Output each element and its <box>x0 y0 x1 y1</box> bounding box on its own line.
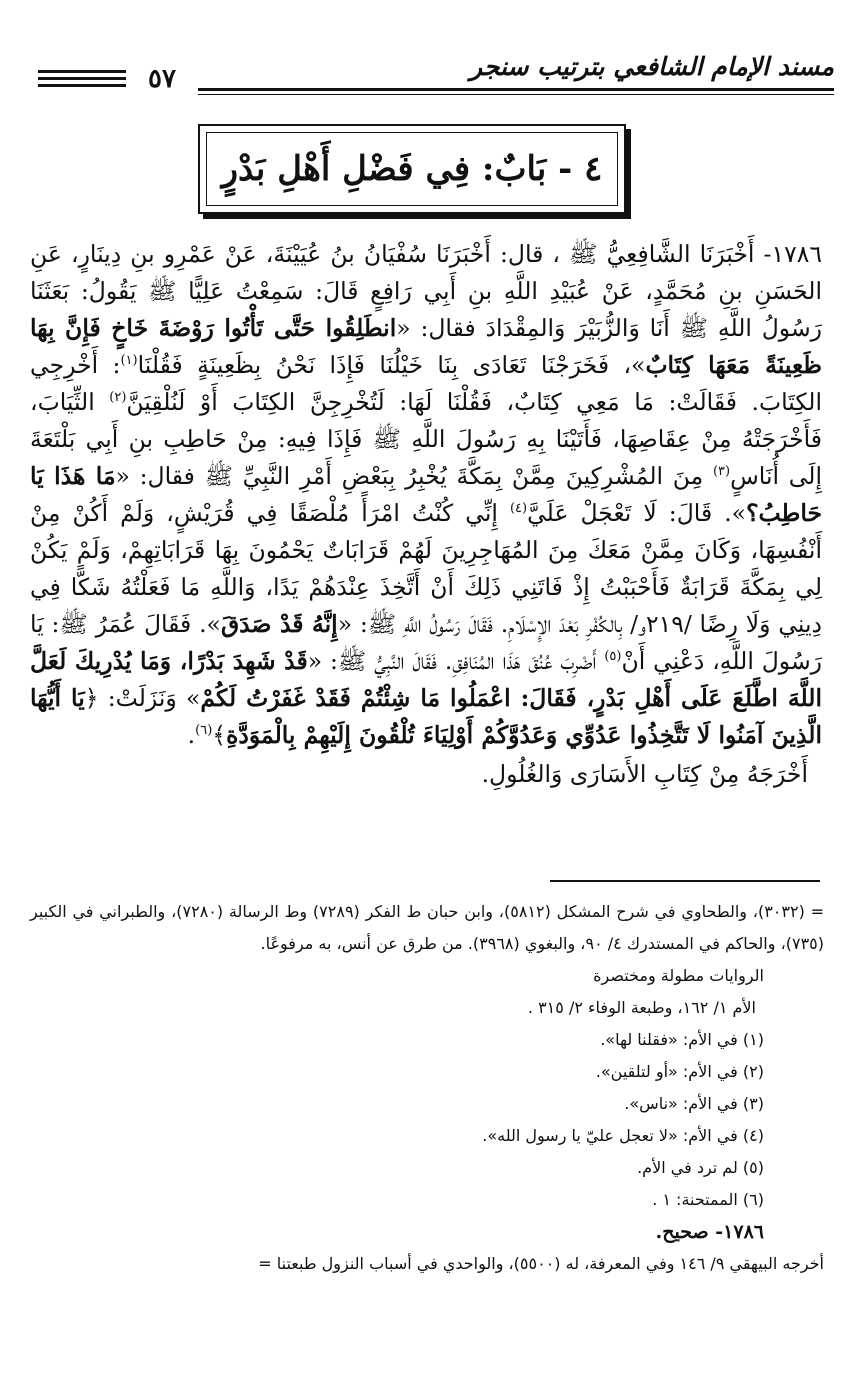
bar <box>38 77 126 80</box>
footnote-item: (٣) في الأم: «ناس». <box>624 1094 764 1113</box>
footnote-ref[interactable]: (٣) <box>712 464 731 480</box>
footnote-item: (١) في الأم: «فقلنا لها». <box>600 1030 764 1049</box>
bar <box>38 84 126 87</box>
footnote-ref[interactable]: (٥) <box>604 649 622 665</box>
prophet-quote: قَدْ شَهِدَ بَدْرًا، وَمَا يُدْرِيكَ لَعَلَّ اللَّهَ اطَّلَعَ عَلَى أَهْلِ بَدْرٍ، فَقَالَ: اعْمَلُوا مَا شِئْتُمْ فَقَدْ غَفَرْتُ لَكُمْ <box>30 647 822 712</box>
footnote-item: (٥) لم ترد في الأم. <box>637 1158 764 1177</box>
hadith-number: ١٧٨٦- <box>763 240 822 268</box>
hadith-source: أَخْرَجَهُ مِنْ كِتَابِ الأَسَارَى وَالغُلُولِ. <box>481 760 808 788</box>
header-rule-thin <box>198 94 834 95</box>
book-title: مسند الإمام الشافعي بترتيب سنجر <box>470 52 834 81</box>
narration: أَضْرِبَ عُنُقَ هَذَا المُنَافِقِ. فَقَالَ النَّبِيُّ ﷺ: « <box>307 647 605 675</box>
footnotes <box>30 896 824 1280</box>
footnote-ref[interactable]: (١) <box>120 353 138 369</box>
prophet-quote: انطَلِقُوا حَتَّى تَأْتُوا رَوْضَةَ خَاخٍ فَإِنَّ بِهَا ظَعِينَةً مَعَهَا كِتَابٌ <box>30 314 822 379</box>
footnote-continuation: = (٣٠٣٢)، والطحاوي في شرح المشكل (٥٨١٢)، وابن حبان ط الفكر (٧٢٨٩) وط الرسالة (٧٢٨٠)، والطبراني في الكبير (٧٣٥)، والحاكم في المستدرك ٤/ ٩٠، والبغوي (٣٩٦٨). من طرق عن أنس، به مرفوعًا. <box>30 902 825 953</box>
footnote-umm: الأم ١/ ١٦٢، وطبعة الوفاء ٢/ ٣١٥ . <box>527 998 756 1017</box>
quran-verse: يَا أَيُّهَا الَّذِينَ آمَنُوا لَا تَتَّخِذُوا عَدُوِّي وَعَدُوَّكُمْ أَوْلِيَاءَ تُلْقُونَ إِلَيْهِمْ بِالْمَوَدَّةِ <box>30 684 822 749</box>
narration: الثِّيَابَ، فَأَخْرَجَتْهُ مِنْ عِقَاصِهَا، فَأَتَيْنَا بِهِ رَسُولَ اللَّهِ ﷺ فَإِذَا فِيهِ: مِنْ حَاطِبِ بنِ أَبِي بَلْتَعَةَ إِلَى أُنَاسٍ <box>30 388 822 490</box>
next-hadith-takhrij: أخرجه البيهقي ٩/ ١٤٦ وفي المعرفة، له (٥٥٠٠)، والواحدي في أسباب النزول طبعتنا = <box>258 1254 824 1273</box>
hadith-paragraph <box>30 236 822 754</box>
narration: : أَخْرِجِي الكِتَابَ. فَقَالَتْ: مَا مَعِي كِتَابٌ، فَقُلْنَا لَهَا: لَتُخْرِجِنَّ الكِتَابَ أَوْ لَنُلْقِيَنَّ <box>30 351 822 416</box>
narration: ». فَقَالَ عُمَرُ ﷺ: يَا رَسُولَ اللَّهِ، دَعْنِي أَنْ <box>30 610 822 675</box>
hadith-text <box>30 236 822 793</box>
chapter-heading-box <box>198 124 626 214</box>
page-number-bars <box>38 70 126 91</box>
footnote-item: (٤) في الأم: «لا تعجل عليّ يا رسول الله». <box>482 1126 764 1145</box>
prophet-quote: إِنَّهُ قَدْ صَدَقَ <box>220 610 338 638</box>
narration: ﴾ <box>212 721 227 749</box>
footnote-item: (٦) الممتحنة: ١ . <box>652 1190 764 1209</box>
bar <box>38 70 126 73</box>
chapter-heading-inner-frame <box>206 132 618 206</box>
footnote-ref[interactable]: (٤) <box>509 501 528 517</box>
narration: إِنِّي كُنْتُ امْرَأً مُلْصَقًا فِي قُرَيْشٍ، وَلَمْ أَكُنْ مِنْ أَنْفُسِهَا، وَكَانَ مِمَّنْ مَعَكَ مِنَ المُهَاجِرِينَ لَهُمْ قَرَابَاتٌ يَحْمُونَ بِهَا قَرَابَاتِهِمْ، وَلَمْ يَكُنْ لِي بِمَكَّةَ قَرَابَةٌ فَأَحْبَبْتُ إِذْ فَاتَنِي ذَلِكَ أَنْ أَتَّخِذَ عِنْدَهُمْ يَدًا، وَاللَّهِ مَا فَعَلْتُهُ شَكًّا فِي دِينِي وَلَا رِضًا /٢١٩و/ بِالكُفْرِ بَعْدَ الإِسْلَامِ. فَقَالَ رَسُولُ اللَّهِ ﷺ: « <box>30 499 823 638</box>
header-rule <box>198 88 834 91</box>
narration: » وَنَزَلَتْ: ﴿ <box>84 684 201 712</box>
narration: مِنَ المُشْرِكِينَ مِمَّنْ بِمَكَّةَ يُخْبِرُ بِبَعْضِ أَمْرِ النَّبِيِّ ﷺ فقال: « <box>115 462 713 490</box>
narration: . <box>187 721 196 749</box>
isnad: أَخْبَرَنَا الشَّافِعِيُّ ﷺ ، قال: أَخْبَرَنَا سُفْيَانُ بنُ عُيَيْنَةَ، عَنْ عَمْرِو بنِ دِينَارٍ، عَنِ الحَسَنِ بنِ مُحَمَّدٍ، عَنْ عُبَيْدِ اللَّهِ بنِ أَبِي رَافِعٍ قَالَ: سَمِعْتُ عَلِيًّا ﷺ يَقُولُ: بَعَثَنَا رَسُولُ اللَّهِ ﷺ أَنَا وَالزُّبَيْرَ وَالمِقْدَادَ فقال: « <box>30 240 822 342</box>
page-number: ٥٧ <box>148 64 176 94</box>
footnote-riwayat: الروايات مطولة ومختصرة <box>593 966 764 985</box>
footnote-ref[interactable]: (٢) <box>109 390 127 406</box>
narration: »، فَخَرَجْنَا تَعَادَى بِنَا خَيْلُنَا فَإِذَا نَحْنُ بِظَعِينَةٍ فَقُلْنَا <box>137 351 646 379</box>
running-header <box>22 48 834 108</box>
prophet-quote: مَا هَذَا يَا حَاطِبُ؟ <box>30 462 823 527</box>
narration: ». قَالَ: لَا تَعْجَلْ عَلَيَّ <box>527 499 747 527</box>
footnote-separator <box>550 880 820 882</box>
footnote-ref[interactable]: (٦) <box>195 723 213 739</box>
next-hadith-grading: ١٧٨٦- صحيح. <box>655 1221 764 1243</box>
chapter-title: ٤ - بَابٌ: فِي فَضْلِ أَهْلِ بَدْرٍ <box>221 149 603 189</box>
footnote-item: (٢) في الأم: «أو لتلقين». <box>595 1062 764 1081</box>
